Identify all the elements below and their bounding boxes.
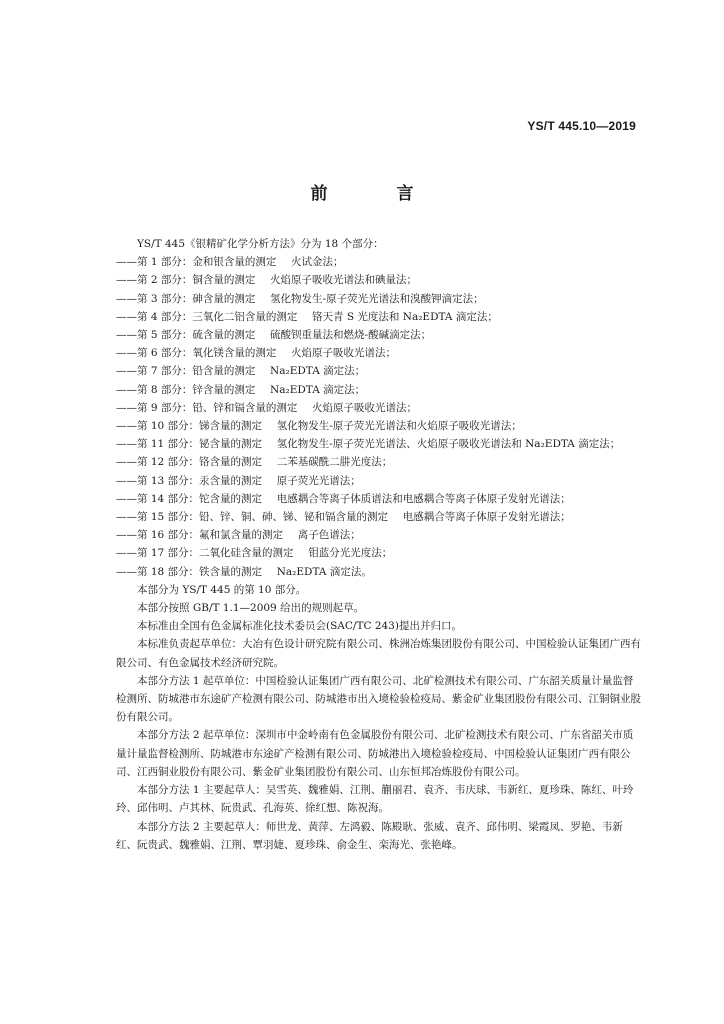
- method2-drafters-paragraph: 本部分方法 2 主要起草人：师世龙、黄萍、左鸿毅、陈殿耿、张威、袁齐、邱伟明、梁霞凤、罗艳、韦新红、阮贵武、魏雅娟、江荆、覃羽婕、夏珍珠、俞金生、栾海光、张艳峰。: [116, 820, 623, 851]
- part-prefix: ——第 8 部分：: [116, 383, 193, 396]
- page-title: 前 言: [310, 184, 440, 204]
- part-item: [116, 417, 642, 435]
- part-item: [116, 526, 642, 544]
- part-name: 铅含量的测定: [192, 365, 256, 378]
- part-prefix: ——第 13 部分：: [116, 474, 200, 487]
- part-name: 氧化镁含量的测定: [192, 347, 277, 360]
- part-name: 二氧化硅含量的测定: [199, 547, 294, 560]
- part-item: [116, 271, 642, 289]
- part-item: [116, 362, 642, 380]
- part-name: 硫含量的测定: [192, 329, 256, 342]
- part-name: 铜含量的测定: [192, 274, 256, 287]
- standard-number: YS/T 445.10—2019: [527, 119, 636, 133]
- part-item: [116, 435, 642, 453]
- part-method: 火试金法；: [291, 256, 344, 269]
- part-prefix: ——第 14 部分：: [116, 492, 200, 505]
- part-item: [116, 508, 642, 526]
- part-item: [116, 290, 642, 308]
- part-method: 氢化物发生-原子荧光光谱法和火焰原子吸收光谱法；: [276, 420, 522, 433]
- part-item: [116, 326, 642, 344]
- part-prefix: ——第 4 部分：: [116, 310, 193, 323]
- part-method: 电感耦合等离子体质谱法和电感耦合等离子体原子发射光谱法；: [276, 492, 571, 505]
- part-prefix: ——第 17 部分：: [116, 547, 200, 560]
- part-of-paragraph: 本部分为 YS/T 445 的第 10 部分。: [137, 583, 307, 596]
- part-prefix: ——第 18 部分：: [116, 565, 200, 578]
- part-method: 钼蓝分光光度法；: [308, 547, 393, 560]
- method1-drafters-paragraph: 本部分方法 1 主要起草人：吴雪英、魏雅娟、江荆、蒯丽君、袁齐、韦庆球、韦新红、夏珍珠、陈红、叶玲玲、邱伟明、卢其林、阮贵武、孔海英、徐红想、陈祝海。: [116, 784, 634, 815]
- part-name: 铅、锌和镉含量的测定: [192, 401, 298, 414]
- part-item: [116, 472, 642, 490]
- drafted-per-paragraph: 本部分按照 GB/T 1.1—2009 给出的规则起草。: [137, 602, 365, 615]
- document-body: [116, 235, 642, 854]
- part-item: [116, 453, 642, 471]
- part-prefix: ——第 12 部分：: [116, 456, 200, 469]
- part-item: [116, 381, 642, 399]
- part-name: 金和银含量的测定: [192, 256, 277, 269]
- drafting-org-paragraph: 本标准负责起草单位：大冶有色设计研究院有限公司、株洲冶炼集团股份有限公司、中国检验认证集团广西有限公司、有色金属技术经济研究院。: [116, 638, 641, 669]
- part-name: 铁含量的测定: [199, 565, 263, 578]
- part-name: 砷含量的测定: [192, 292, 256, 305]
- part-method: 电感耦合等离子体原子发射光谱法；: [402, 511, 571, 524]
- part-prefix: ——第 9 部分：: [116, 401, 193, 414]
- part-prefix: ——第 16 部分：: [116, 529, 200, 542]
- part-method: 离子色谱法；: [297, 529, 361, 542]
- method2-orgs-paragraph: 本部分方法 2 起草单位：深圳市中金岭南有色金属股份有限公司、北矿检测技术有限公司、广东省韶关市质量计量监督检测所、防城港市东途矿产检测有限公司、防城港出入境检验检疫局、中国检验认证集团广西有限公司、江西铜业股份有限公司、紫金矿业集团股份有限公司、山东恒邦冶炼股份有限公司。: [116, 729, 634, 778]
- part-item: [116, 344, 642, 362]
- part-name: 铊含量的测定: [199, 492, 263, 505]
- part-item: [116, 253, 642, 271]
- part-prefix: ——第 3 部分：: [116, 292, 193, 305]
- part-item: [116, 544, 642, 562]
- proposed-by-paragraph: 本标准由全国有色金属标准化技术委员会(SAC/TC 243)提出并归口。: [137, 620, 462, 633]
- part-prefix: ——第 1 部分：: [116, 256, 193, 269]
- part-name: 铅、锌、铜、砷、锑、铋和镉含量的测定: [199, 511, 389, 524]
- part-prefix: ——第 10 部分：: [116, 420, 200, 433]
- part-name: 铬含量的测定: [199, 456, 263, 469]
- part-method: Na₂EDTA 滴定法；: [270, 383, 366, 396]
- part-method: 二苯基碳酰二肼光度法；: [276, 456, 393, 469]
- part-prefix: ——第 2 部分：: [116, 274, 193, 287]
- part-item: [116, 490, 642, 508]
- part-method: 原子荧光光谱法；: [276, 474, 361, 487]
- part-item: [116, 563, 642, 581]
- part-prefix: ——第 11 部分：: [116, 438, 200, 451]
- part-method: 火焰原子吸收光谱法；: [291, 347, 397, 360]
- part-prefix: ——第 5 部分：: [116, 329, 193, 342]
- part-prefix: ——第 7 部分：: [116, 365, 193, 378]
- part-name: 三氧化二铝含量的测定: [192, 310, 298, 323]
- intro-paragraph: YS/T 445《银精矿化学分析方法》分为 18 个部分：: [137, 238, 384, 250]
- part-method: 火焰原子吸收光谱法和碘量法；: [270, 274, 418, 287]
- parts-list: [116, 253, 642, 581]
- part-method: 氢化物发生-原子荧光光谱法和溴酸钾滴定法；: [270, 292, 484, 305]
- part-method: Na₂EDTA 滴定法；: [270, 365, 366, 378]
- part-name: 氟和氯含量的测定: [199, 529, 284, 542]
- part-method: 硫酸钡重量法和燃烧-酸碱滴定法；: [270, 329, 432, 342]
- part-method: 铬天青 S 光度法和 Na₂EDTA 滴定法；: [312, 310, 498, 323]
- part-name: 锌含量的测定: [192, 383, 256, 396]
- part-method: 火焰原子吸收光谱法；: [312, 401, 418, 414]
- part-name: 锑含量的测定: [199, 420, 263, 433]
- part-item: [116, 399, 642, 417]
- part-method: 氢化物发生-原子荧光光谱法、火焰原子吸收光谱法和 Na₂EDTA 滴定法；: [276, 438, 621, 451]
- part-item: [116, 308, 642, 326]
- part-prefix: ——第 15 部分：: [116, 511, 200, 524]
- method1-orgs-paragraph: 本部分方法 1 起草单位：中国检验认证集团广西有限公司、北矿检测技术有限公司、广东韶关质量计量监督检测所、防城港市东途矿产检测有限公司、防城港市出入境检验检疫局、紫金矿业集团股份有限公司、江铜铜业股份有限公司。: [116, 674, 641, 724]
- part-prefix: ——第 6 部分：: [116, 347, 193, 360]
- part-method: Na₂EDTA 滴定法。: [276, 565, 372, 578]
- part-name: 铋含量的测定: [199, 438, 263, 451]
- part-name: 汞含量的测定: [199, 474, 263, 487]
